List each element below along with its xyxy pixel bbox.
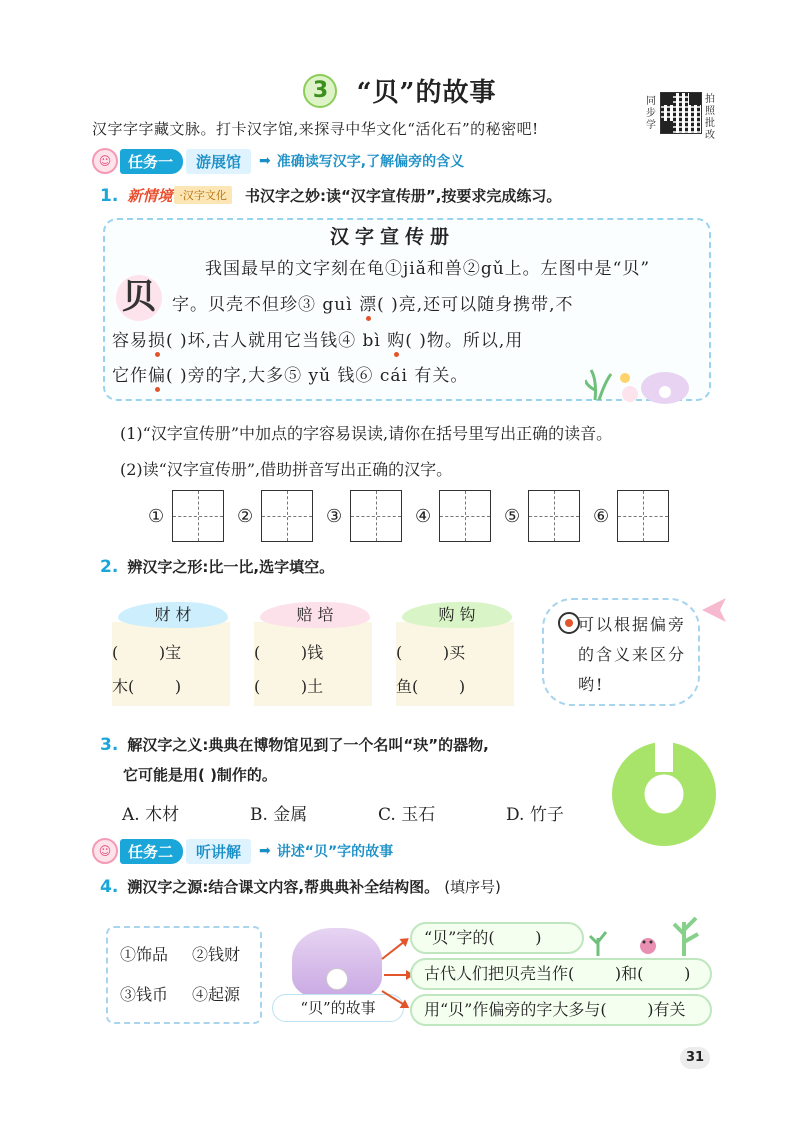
dotted-char: 偏 [148, 366, 166, 386]
tianzige-box[interactable] [439, 490, 491, 542]
grid-number: ③ [326, 505, 343, 527]
fish-fin-icon [700, 596, 730, 626]
question-number: 1. [100, 186, 119, 206]
choice-item: ①饰品 [120, 945, 169, 964]
diagram-branch[interactable]: 古代人们把贝壳当作( )和( ) [410, 958, 712, 990]
page-number: 31 [680, 1047, 710, 1069]
option-b[interactable]: B. 金属 [250, 805, 308, 825]
passage-line-3 [112, 326, 523, 351]
char-pair: 赔 培 [296, 605, 334, 624]
new-badge: 新情境 [127, 187, 173, 205]
page-title: “贝”的故事 [356, 78, 497, 108]
question-text-2[interactable]: 它可能是用( )制作的。 [123, 766, 277, 784]
grid-number: ⑤ [504, 505, 521, 527]
choices-box [106, 926, 262, 1024]
grid-number: ④ [415, 505, 432, 527]
char-pair: 购 钩 [438, 605, 476, 624]
diagram-center: “贝”的故事 [272, 994, 404, 1022]
dotted-char: 购 [387, 331, 406, 351]
compare-card [112, 622, 230, 706]
fish-label [118, 602, 228, 628]
coral-crab-icon [588, 912, 708, 958]
answer-options [122, 800, 634, 825]
passage-line-1: 我国最早的文字刻在龟①jiǎ和兽②gǔ上。左图中是“贝” [205, 259, 651, 279]
option-c[interactable]: C. 玉石 [378, 805, 436, 825]
question-note: (填序号) [444, 878, 501, 896]
question-1 [100, 185, 561, 206]
dotted-char: 漂 [359, 295, 378, 315]
qr-code-icon[interactable] [660, 92, 702, 134]
intro-text: 汉字字字藏文脉。打卡汉字馆,来探寻中华文化“活化石”的秘密吧! [92, 120, 539, 138]
writing-grid-item [415, 490, 491, 542]
arrow-icon [381, 939, 407, 960]
arrow-right-icon: ➡ [259, 153, 271, 169]
task2-name: 听讲解 [186, 839, 251, 864]
fill-blank[interactable]: ( )宝 [112, 643, 182, 662]
choice-item: ③钱币 [120, 985, 169, 1004]
mascot-icon: ☺ [92, 148, 118, 174]
question-3 [100, 734, 489, 755]
fish-label [260, 602, 370, 628]
passage-text: 它作 [112, 366, 148, 386]
question-4 [100, 876, 501, 897]
option-d[interactable]: D. 竹子 [506, 805, 564, 825]
passage-line-2 [172, 290, 574, 315]
writing-grid-row [148, 490, 682, 542]
task2-banner [92, 838, 393, 864]
writing-grid-item [148, 490, 224, 542]
passage-line-4 [112, 361, 468, 386]
grid-number: ② [237, 505, 254, 527]
task2-tag: 任务二 [120, 839, 183, 864]
tianzige-box[interactable] [350, 490, 402, 542]
question-text: 解汉字之义:典典在博物馆见到了一个名叫“玦”的器物, [127, 736, 489, 754]
choice-item: ④起源 [192, 985, 241, 1004]
question-number: 4. [100, 877, 119, 897]
ancient-bei-glyph-icon [116, 275, 162, 321]
shell-coral-icon [585, 360, 695, 406]
writing-grid-item [504, 490, 580, 542]
question-number: 3. [100, 735, 119, 755]
compare-card [396, 622, 514, 706]
answer-blank[interactable]: ( )旁的字,大多⑤ yǔ 钱⑥ cái 有关。 [166, 366, 469, 386]
grid-number: ① [148, 505, 165, 527]
dotted-char: 损 [148, 331, 166, 351]
qr-left-label: 同步学 [646, 96, 656, 131]
task1-desc: 准确读写汉字,了解偏旁的含义 [276, 154, 465, 170]
writing-grid-item [237, 490, 313, 542]
sub-question-1: (1)“汉字宣传册”中加点的字容易误读,请你在括号里写出正确的读音。 [120, 424, 613, 443]
category-badge: ·汉字文化 [174, 186, 232, 204]
task1-name: 游展馆 [186, 149, 251, 174]
tianzige-box[interactable] [172, 490, 224, 542]
answer-blank[interactable]: ( )亮,还可以随身携带,不 [377, 295, 574, 315]
mascot-icon: ☺ [92, 838, 118, 864]
pearl-icon [326, 968, 348, 990]
grid-number: ⑥ [593, 505, 610, 527]
task1-banner [92, 148, 464, 174]
answer-blank[interactable]: ( )物。所以,用 [405, 331, 524, 351]
passage-title-text: 汉字宣传册 [330, 226, 456, 248]
task2-desc: 讲述“贝”字的故事 [276, 844, 394, 860]
jue-gap [655, 742, 673, 772]
fill-blank[interactable]: 鱼( ) [396, 677, 466, 696]
fish-eye-icon [558, 612, 580, 634]
bei-glyph-text: 贝 [122, 277, 156, 317]
passage-text: 容易 [112, 331, 148, 351]
tianzige-box[interactable] [528, 490, 580, 542]
question-text: 辨汉字之形:比一比,选字填空。 [127, 558, 335, 576]
passage-text: 字。贝壳不但珍③ guì [172, 295, 360, 315]
fill-blank[interactable]: ( )买 [396, 643, 466, 662]
diagram-branch[interactable]: 用“贝”作偏旁的字大多与( )有关 [410, 994, 712, 1026]
option-a[interactable]: A. 木材 [122, 805, 180, 825]
writing-grid-item [593, 490, 669, 542]
fill-blank[interactable]: ( )钱 [254, 643, 324, 662]
sub-question-2: (2)读“汉字宣传册”,借助拼音写出正确的汉字。 [120, 460, 453, 479]
passage-title [330, 222, 455, 249]
question-text: 溯汉字之源:结合课文内容,帮典典补全结构图。 [127, 878, 440, 896]
tianzige-box[interactable] [261, 490, 313, 542]
task1-tag: 任务一 [120, 149, 183, 174]
arrow-right-icon: ➡ [259, 843, 271, 859]
char-pair: 财 材 [154, 605, 192, 624]
fish-label [402, 602, 512, 628]
arrow-icon [384, 974, 412, 976]
bubble-text: 可以根据偏旁的含义来区分哟! [578, 615, 687, 694]
fill-blank[interactable]: ( )土 [254, 677, 324, 696]
lesson-number: 3 [303, 74, 337, 108]
choice-item: ②钱财 [192, 945, 241, 964]
question-number: 2. [100, 557, 119, 577]
answer-blank[interactable]: ( )坏,古人就用它当钱④ bì [166, 331, 388, 351]
writing-grid-item [326, 490, 402, 542]
question-2 [100, 556, 334, 577]
question-text: 书汉字之妙:读“汉字宣传册”,按要求完成练习。 [245, 187, 562, 205]
qr-right-label: 拍照批改 [705, 94, 715, 141]
compare-card [254, 622, 372, 706]
tianzige-box[interactable] [617, 490, 669, 542]
diagram-branch[interactable]: “贝”字的( ) [410, 922, 584, 954]
fill-blank[interactable]: 木( ) [112, 677, 182, 696]
